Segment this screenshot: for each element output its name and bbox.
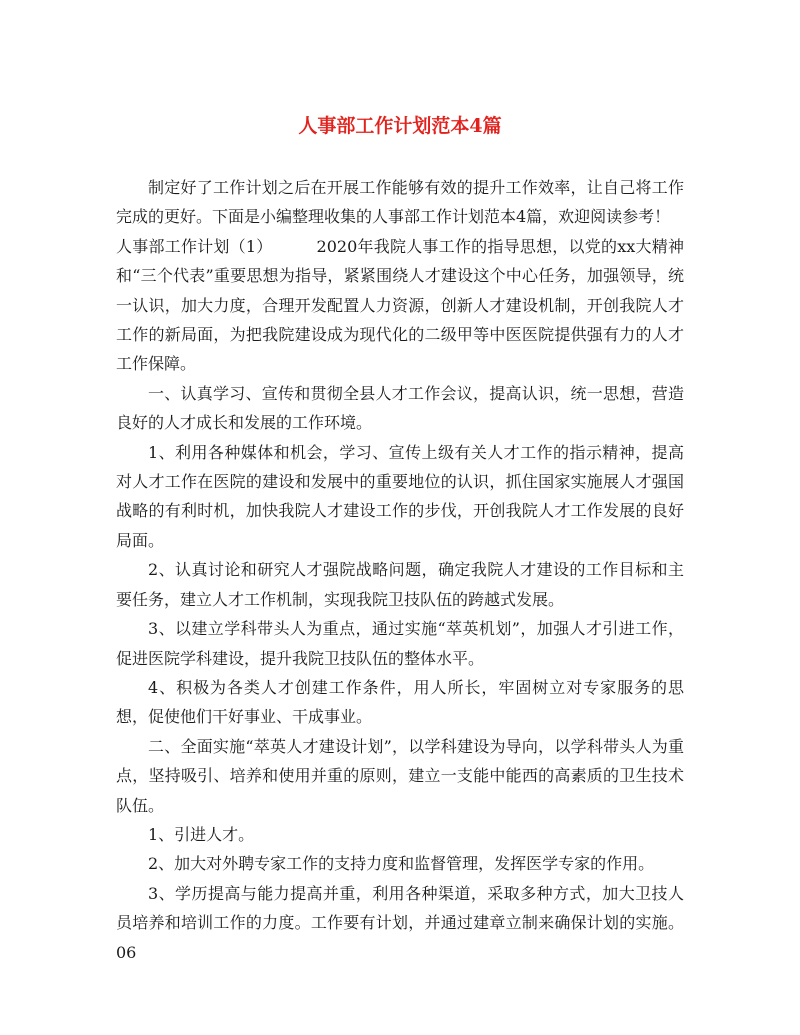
body-paragraph: 4、积极为各类人才创建工作条件，用人所长，牢固树立对专家服务的思想，促使他们干好事业、干成事业。: [116, 677, 684, 727]
body-paragraph: 二、全面实施“萃英人才建设计划”，以学科建设为导向，以学科带头人为重点，坚持吸引、培养和使用并重的原则，建立一支能中能西的高素质的卫生技术队伍。: [116, 736, 684, 815]
body-paragraph: 2、加大对外聘专家工作的支持力度和监督管理，发挥医学专家的作用。: [148, 854, 655, 874]
body-paragraph: 1、引进人才。: [148, 824, 255, 844]
body-paragraph: 3、学历提高与能力提高并重，利用各种渠道，采取多种方式，加大卫技人员培养和培训工作的力度。工作要有计划，并通过建章立制来确保计划的实施。06: [116, 883, 684, 962]
document-title: 人事部工作计划范本4篇: [298, 115, 502, 137]
body-paragraph: 3、以建立学科带头人为重点，通过实施“萃英机划”，加强人才引进工作，促进医院学科建设，提升我院卫技队伍的整体水平。: [116, 619, 684, 668]
body-paragraph: 1、利用各种媒体和机会，学习、宣传上级有关人才工作的指示精神，提高对人才工作在医院的建设和发展中的重要地位的认识，抓住国家实施展人才强国战略的有利时机，加快我院人才建设工作的步伐，开创我院人才工作发展的良好局面。: [116, 442, 684, 550]
body-paragraph: 一、认真学习、宣传和贯彻全县人才工作会议，提高认识，统一思想，营造良好的人才成长和发展的工作环境。: [116, 383, 684, 433]
section-heading: 人事部工作计划（1）: [116, 236, 273, 256]
intro-paragraph: 制定好了工作计划之后在开展工作能够有效的提升工作效率，让自己将工作完成的更好。下面是小编整理收集的人事部工作计划范本4篇，欢迎阅读参考！: [116, 178, 684, 227]
section-lead: 2020年我院人事工作的指导思想，以党的xx大精神和“三个代表”重要思想为指导，紧紧围绕人才建设这个中心任务，加强领导，统一认识，加大力度，合理开发配置人力资源，创新人才建设机制，开创我院人才工作的新局面，为把我院建设成为现代化的二级甲等中医医院提供强有力的人才工作保障。: [116, 236, 684, 374]
document-body: [116, 173, 684, 967]
body-paragraph: 2、认真讨论和研究人才强院战略问题，确定我院人才建设的工作目标和主要任务，建立人才工作机制，实现我院卫技队伍的跨越式发展。: [116, 560, 684, 609]
section-paragraph: [116, 232, 684, 379]
